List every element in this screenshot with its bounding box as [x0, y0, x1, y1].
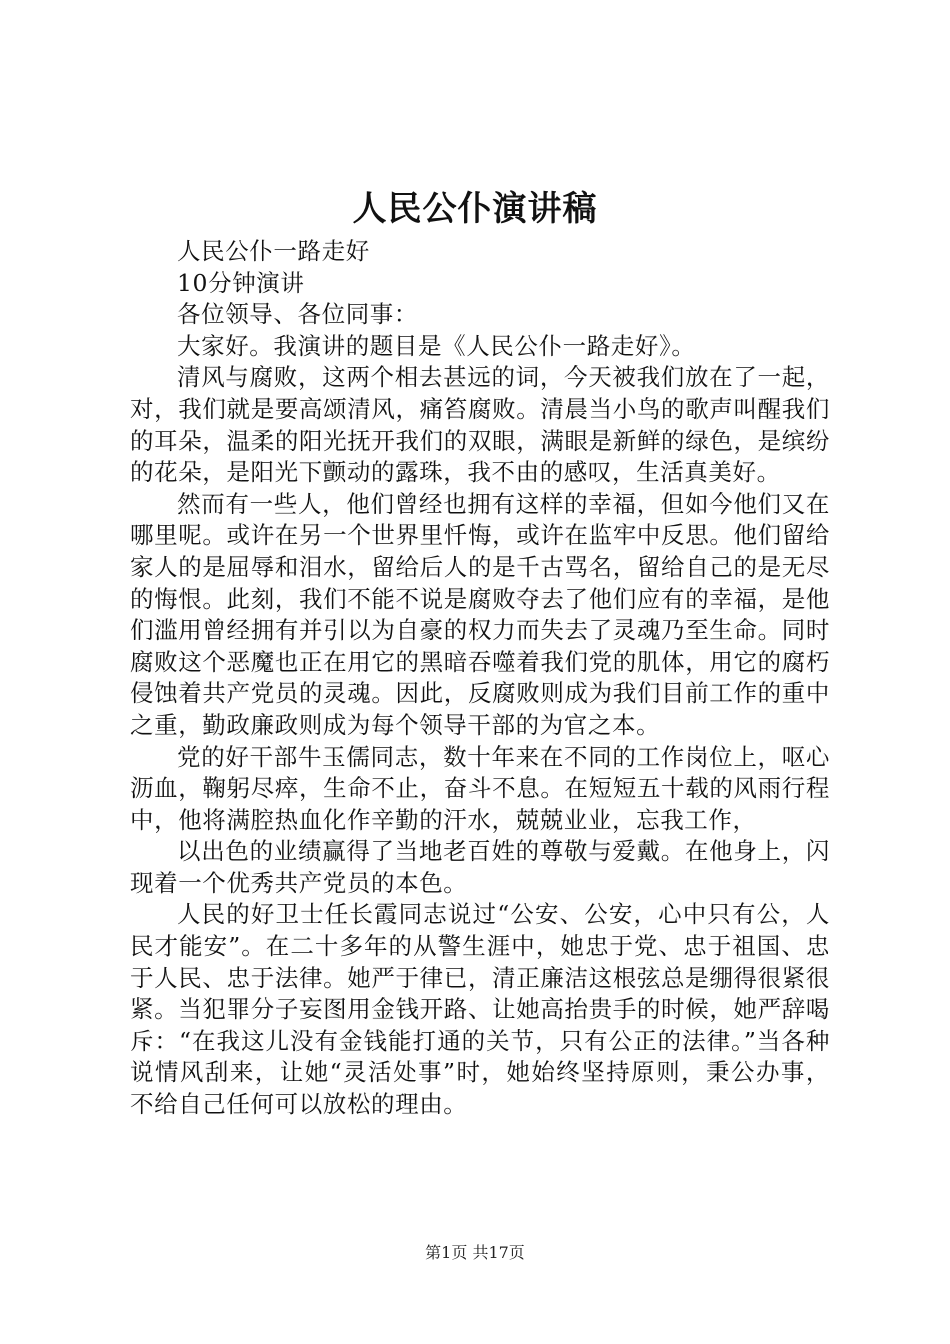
paragraph-greeting: 大家好。我演讲的题目是《人民公仆一路走好》。 — [177, 331, 696, 360]
paragraph-body: 人民的好卫士任长霞同志说过“公安、公安，心中只有公，人民才能安”。在二十多年的从警生涯中，她忠于党、忠于祖国、忠于人民、忠于法律。她严于律已，清正廉洁这根弦总是绷得很紧很紧。当犯罪分子妄图用金钱开路、让她高抬贵手的时候，她严辞喝斥：“在我这儿没有金钱能打通的关节，只有公正的法律。”当各种说情风刮来，让她“灵活处事”时，她始终坚持原则，秉公办事，不给自己任何可以放松的理由。 — [130, 900, 830, 1119]
document-title: 人民公仆演讲稿 — [352, 189, 598, 229]
paragraph-subtitle: 人民公仆一路走好 — [177, 237, 370, 265]
paragraph-body: 党的好干部牛玉儒同志，数十年来在不同的工作岗位上，呕心沥血，鞠躬尽瘁，生命不止，奋斗不息。在短短五十载的风雨行程中，他将满腔热血化作辛勤的汗水，兢兢业业，忘我工作， — [130, 742, 830, 834]
paragraph-body: 以出色的业绩赢得了当地老百姓的尊敬与爱戴。在他身上，闪现着一个优秀共产党员的本色。 — [130, 837, 830, 897]
paragraph-salutation: 各位领导、各位同事： — [177, 300, 418, 329]
paragraph-body: 然而有一些人，他们曾经也拥有这样的幸福，但如今他们又在哪里呢。或许在另一个世界里忏悔，或许在监牢中反思。他们留给家人的是屈辱和泪水，留给后人的是千古骂名，留给自己的是无尽的悔恨。此刻，我们不能不说是腐败夺去了他们应有的幸福，是他们滥用曾经拥有并引以为自豪的权力而失去了灵魂乃至生命。同时腐败这个恶魔也正在用它的黑暗吞噬着我们党的肌体，用它的腐朽侵蚀着共产党员的灵魂。因此，反腐败则成为我们目前工作的重中之重，勤政廉政则成为每个领导干部的为官之本。 — [130, 489, 830, 739]
paragraph-body: 清风与腐败，这两个相去甚远的词，今天被我们放在了一起，对，我们就是要高颂清风，痛笞腐败。清晨当小鸟的歌声叫醒我们的耳朵，温柔的阳光抚开我们的双眼，满眼是新鲜的绿色，是缤纷的花朵，是阳光下颤动的露珠，我不由的感叹，生活真美好。 — [130, 363, 830, 487]
paragraph-duration: 10分钟演讲 — [177, 268, 305, 297]
page-number-footer: 第1页 共17页 — [425, 1243, 525, 1262]
document-body — [130, 236, 830, 1121]
